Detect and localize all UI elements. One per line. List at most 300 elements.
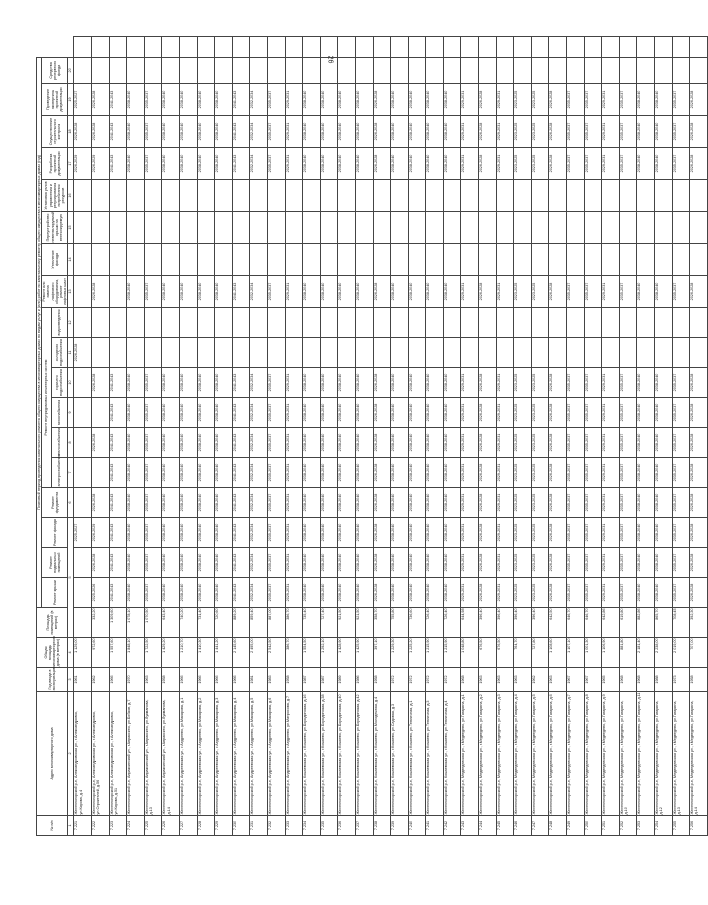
cell-period: 2038-2040 bbox=[320, 276, 338, 308]
cell-period: 2029-2031 bbox=[496, 148, 514, 180]
cell-n: 7.239 bbox=[391, 816, 409, 836]
cell-period: 2035-2037 bbox=[267, 488, 285, 518]
cell-period: 2035-2037 bbox=[672, 116, 690, 148]
cell-period: 2038-2040 bbox=[355, 368, 373, 398]
cell-period: 2029-2031 bbox=[602, 548, 620, 578]
cell-period: 2038-2040 bbox=[162, 84, 180, 116]
cell-a: Железногорский р-н, Апраксинский ул., г.Апраксино, ул.Лукманова, д.14 bbox=[162, 692, 180, 816]
cell-period bbox=[179, 244, 197, 276]
cell-period bbox=[74, 308, 92, 338]
cell-period bbox=[109, 308, 127, 338]
cell-n: 7.233 bbox=[285, 816, 303, 836]
cell-period: 2026-2028 bbox=[373, 518, 391, 548]
cell-period bbox=[602, 37, 620, 58]
cell-period: 2035-2037 bbox=[619, 368, 637, 398]
cell-period: 2038-2040 bbox=[127, 116, 145, 148]
cell-period bbox=[391, 37, 409, 58]
cell-period bbox=[320, 180, 338, 212]
cell-period bbox=[426, 244, 444, 276]
cell-period bbox=[285, 308, 303, 338]
cell-period bbox=[461, 244, 479, 276]
cell-period: 2035-2037 bbox=[567, 578, 585, 608]
cell-period bbox=[496, 308, 514, 338]
cell-n: 7.250 bbox=[584, 816, 602, 836]
cell-period: 2035-2037 bbox=[619, 428, 637, 458]
cell-period: 2026-2028 bbox=[549, 428, 567, 458]
cell-period: 2023-2025 bbox=[531, 148, 549, 180]
cell-n: 7.221 bbox=[74, 816, 92, 836]
cell-period: 2029-2031 bbox=[602, 398, 620, 428]
table-row bbox=[408, 37, 426, 836]
cell-period: 2038-2040 bbox=[637, 518, 655, 548]
cell-period bbox=[232, 180, 250, 212]
cell-period: 2038-2040 bbox=[215, 578, 233, 608]
cell-period: 2035-2037 bbox=[619, 488, 637, 518]
table-row bbox=[267, 37, 285, 836]
cell-period: 2041-2043 bbox=[109, 518, 127, 548]
cell-period bbox=[197, 338, 215, 368]
cell-period: 2038-2040 bbox=[655, 428, 673, 458]
cell-period: 2038-2040 bbox=[637, 488, 655, 518]
cell-period bbox=[144, 180, 162, 212]
cell-period: 2038-2040 bbox=[320, 84, 338, 116]
cell-period: 2038-2040 bbox=[179, 458, 197, 488]
cell-y: 1987 bbox=[303, 668, 321, 692]
header-elevator: Ремонт или замена лифтового оборудования, ремонт лифтовых шахт bbox=[42, 276, 68, 308]
cell-period: 2029-2031 bbox=[496, 116, 514, 148]
cell-period: 2032-2034 bbox=[250, 578, 268, 608]
cell-period bbox=[637, 212, 655, 244]
cell-y: 1989 bbox=[338, 668, 356, 692]
cell-l: 392,30 bbox=[690, 608, 708, 638]
cell-period: 2026-2028 bbox=[690, 518, 708, 548]
cell-period: 2035-2037 bbox=[567, 488, 585, 518]
cell-period bbox=[232, 57, 250, 83]
cell-period: 2038-2040 bbox=[127, 84, 145, 116]
table-row bbox=[320, 37, 338, 836]
cell-period: 2025-2027 bbox=[74, 518, 92, 548]
table-row bbox=[584, 37, 602, 836]
cell-period bbox=[74, 212, 92, 244]
cell-period: 2041-2043 bbox=[109, 578, 127, 608]
cell-period: 2035-2037 bbox=[672, 488, 690, 518]
cell-y: 1968 bbox=[637, 668, 655, 692]
cell-period bbox=[391, 212, 409, 244]
cell-period: 2038-2040 bbox=[303, 116, 321, 148]
cell-period bbox=[92, 37, 110, 58]
cell-period: 2029-2031 bbox=[285, 428, 303, 458]
rotated-page bbox=[36, 36, 699, 836]
cell-period: 2035-2037 bbox=[567, 518, 585, 548]
cell-period: 2038-2040 bbox=[338, 84, 356, 116]
cell-period: 2038-2040 bbox=[637, 458, 655, 488]
cell-y: 1972 bbox=[408, 668, 426, 692]
cell-period: 2038-2040 bbox=[179, 548, 197, 578]
cell-period: 2026-2028 bbox=[373, 428, 391, 458]
cell-period bbox=[338, 180, 356, 212]
cell-period bbox=[162, 244, 180, 276]
cell-period: 2035-2037 bbox=[267, 518, 285, 548]
cell-period: 2026-2028 bbox=[92, 84, 110, 116]
cell-period: 2038-2040 bbox=[162, 488, 180, 518]
page-number: 26 bbox=[326, 55, 334, 64]
cell-a: Железногорский р-н, Медведевская ул., г.Медведево, ул.Гагарина, д.12 bbox=[655, 692, 673, 816]
cell-period: 2038-2040 bbox=[426, 458, 444, 488]
cell-period: 2041-2043 bbox=[109, 428, 127, 458]
cell-period: 2038-2040 bbox=[408, 578, 426, 608]
cell-period: 2038-2040 bbox=[355, 116, 373, 148]
cell-period bbox=[655, 180, 673, 212]
header-roof: Ремонт крыши bbox=[42, 578, 68, 608]
cell-period: 2029-2031 bbox=[285, 488, 303, 518]
cell-period: 2026-2028 bbox=[74, 338, 92, 368]
cell-s: 1 001,30 bbox=[584, 638, 602, 668]
cell-period: 2038-2040 bbox=[655, 488, 673, 518]
cell-l: 386,70 bbox=[285, 608, 303, 638]
cell-period: 2035-2037 bbox=[567, 458, 585, 488]
cell-period: 2032-2034 bbox=[250, 148, 268, 180]
cell-a: Железногорский р-н, Медведевская ул., г.Медведево, ул.Гагарина, д.3 bbox=[496, 692, 514, 816]
cell-period: 2035-2037 bbox=[567, 398, 585, 428]
cell-period: 2035-2037 bbox=[267, 276, 285, 308]
cell-period bbox=[320, 244, 338, 276]
cell-period: 2038-2040 bbox=[127, 428, 145, 458]
cell-l: 726,40 bbox=[426, 608, 444, 638]
cell-n: 7.243 bbox=[461, 816, 479, 836]
column-number: 12 bbox=[68, 308, 74, 338]
cell-period bbox=[602, 180, 620, 212]
cell-period: 2038-2040 bbox=[408, 488, 426, 518]
cell-period: 2038-2040 bbox=[426, 368, 444, 398]
header-living-area: Площадь помещений (в метрах) bbox=[37, 608, 68, 638]
cell-period bbox=[567, 180, 585, 212]
cell-period: 2038-2040 bbox=[162, 148, 180, 180]
cell-period bbox=[690, 308, 708, 338]
cell-s: 1 429,20 bbox=[162, 638, 180, 668]
cell-period: 2029-2031 bbox=[496, 518, 514, 548]
column-number: 6 bbox=[68, 488, 74, 518]
cell-period: 2038-2040 bbox=[426, 84, 444, 116]
cell-period: 2032-2034 bbox=[250, 548, 268, 578]
cell-period bbox=[602, 212, 620, 244]
cell-period: 2029-2031 bbox=[285, 276, 303, 308]
cell-period: 2026-2028 bbox=[373, 148, 391, 180]
cell-period bbox=[232, 338, 250, 368]
cell-s: 1 425,90 bbox=[355, 638, 373, 668]
cell-period bbox=[514, 244, 532, 276]
cell-period: 2038-2040 bbox=[162, 116, 180, 148]
cell-period bbox=[672, 180, 690, 212]
cell-period: 2038-2040 bbox=[197, 84, 215, 116]
cell-period bbox=[619, 180, 637, 212]
cell-period: 2029-2031 bbox=[602, 368, 620, 398]
cell-period: 2026-2028 bbox=[92, 116, 110, 148]
cell-period bbox=[92, 308, 110, 338]
cell-n: 7.230 bbox=[232, 816, 250, 836]
cell-period bbox=[197, 180, 215, 212]
cell-period: 2038-2040 bbox=[162, 398, 180, 428]
cell-period: 2041-2043 bbox=[109, 488, 127, 518]
cell-period: 2038-2040 bbox=[408, 398, 426, 428]
cell-period: 2029-2031 bbox=[461, 368, 479, 398]
cell-period bbox=[285, 212, 303, 244]
cell-period bbox=[690, 244, 708, 276]
cell-period: 2029-2031 bbox=[602, 148, 620, 180]
cell-a: Железногорский р-н, Медведевская ул., г.Медведево, ул.Гагарина, д.10 bbox=[619, 692, 637, 816]
cell-period bbox=[92, 244, 110, 276]
cell-period: 2038-2040 bbox=[179, 148, 197, 180]
cell-period: 2026-2028 bbox=[74, 116, 92, 148]
cell-period: 2038-2040 bbox=[637, 368, 655, 398]
cell-period bbox=[338, 212, 356, 244]
cell-period: 2038-2040 bbox=[320, 398, 338, 428]
cell-period bbox=[672, 244, 690, 276]
table-row bbox=[426, 37, 444, 836]
cell-l: 921,50 bbox=[338, 608, 356, 638]
table-row bbox=[373, 37, 391, 836]
cell-period bbox=[320, 338, 338, 368]
cell-l: 708,45 bbox=[672, 608, 690, 638]
cell-period: 2035-2037 bbox=[567, 84, 585, 116]
cell-period: 2038-2040 bbox=[391, 428, 409, 458]
cell-period bbox=[426, 308, 444, 338]
cell-period: 2029-2031 bbox=[461, 398, 479, 428]
cell-period: 2038-2040 bbox=[127, 578, 145, 608]
column-number: 7 bbox=[68, 458, 74, 488]
cell-period bbox=[267, 180, 285, 212]
cell-a: Железногорский р-н, Медведевская ул., г.Медведево, ул.Гагарина, д.4 bbox=[514, 692, 532, 816]
cell-period bbox=[549, 212, 567, 244]
cell-s: 386,70 bbox=[285, 638, 303, 668]
cell-s: 1 722,50 bbox=[144, 638, 162, 668]
cell-period: 2035-2037 bbox=[267, 398, 285, 428]
cell-period: 2038-2040 bbox=[303, 84, 321, 116]
cell-l: 720,60 bbox=[215, 608, 233, 638]
cell-period: 2038-2040 bbox=[408, 84, 426, 116]
cell-period: 2038-2040 bbox=[197, 148, 215, 180]
table-row bbox=[338, 37, 356, 836]
cell-period bbox=[144, 37, 162, 58]
cell-period bbox=[338, 37, 356, 58]
cell-period bbox=[637, 180, 655, 212]
cell-period: 2038-2040 bbox=[303, 148, 321, 180]
cell-period bbox=[215, 180, 233, 212]
cell-period bbox=[672, 308, 690, 338]
cell-period: 2038-2040 bbox=[320, 368, 338, 398]
cell-period bbox=[690, 212, 708, 244]
cell-period bbox=[285, 180, 303, 212]
cell-period: 2035-2037 bbox=[619, 116, 637, 148]
cell-period: 2026-2028 bbox=[549, 368, 567, 398]
column-number: 1 bbox=[68, 816, 74, 836]
cell-period: 2029-2031 bbox=[461, 488, 479, 518]
cell-period: 2029-2031 bbox=[461, 518, 479, 548]
cell-l bbox=[74, 608, 92, 638]
cell-period: 2038-2040 bbox=[179, 398, 197, 428]
cell-period: 2038-2040 bbox=[320, 488, 338, 518]
cell-period bbox=[408, 338, 426, 368]
cell-n: 7.244 bbox=[479, 816, 497, 836]
cell-n: 7.249 bbox=[567, 816, 585, 836]
cell-period bbox=[373, 244, 391, 276]
cell-period: 2035-2037 bbox=[144, 488, 162, 518]
cell-period bbox=[408, 37, 426, 58]
cell-period bbox=[144, 212, 162, 244]
cell-period bbox=[584, 180, 602, 212]
cell-period: 2035-2037 bbox=[144, 398, 162, 428]
cell-period bbox=[373, 308, 391, 338]
table-body bbox=[68, 37, 707, 836]
cell-period bbox=[531, 212, 549, 244]
cell-period bbox=[672, 338, 690, 368]
cell-period bbox=[250, 212, 268, 244]
cell-period: 2038-2040 bbox=[443, 458, 461, 488]
cell-period bbox=[162, 308, 180, 338]
cell-n: 7.232 bbox=[267, 816, 285, 836]
cell-a: Железногорский р-н, Кожаевская ул., г.Кожаево, ул.Бородинская, д.42 bbox=[355, 692, 373, 816]
cell-period bbox=[479, 308, 497, 338]
cell-l: 921,50 bbox=[355, 608, 373, 638]
cell-period: 2038-2040 bbox=[303, 518, 321, 548]
table-row bbox=[391, 37, 409, 836]
header-sewer: водоотведения bbox=[51, 308, 68, 338]
table-row bbox=[655, 37, 673, 836]
cell-period bbox=[338, 338, 356, 368]
cell-a: Железногорский р-н, Медведевская ул., г.Медведево, ул.Гагарина, д.7 bbox=[567, 692, 585, 816]
cell-period: 2038-2040 bbox=[215, 428, 233, 458]
cell-period bbox=[338, 308, 356, 338]
cell-period bbox=[514, 338, 532, 368]
cell-a: Железногорский р-н, Медведевская ул., г.Медведево, ул.Гагарина, д.14 bbox=[690, 692, 708, 816]
cell-period bbox=[355, 338, 373, 368]
cell-period: 2023-2025 bbox=[531, 578, 549, 608]
cell-period bbox=[461, 37, 479, 58]
cell-y: 1966 bbox=[215, 668, 233, 692]
cell-period: 2026-2028 bbox=[479, 578, 497, 608]
cell-period: 2038-2040 bbox=[162, 518, 180, 548]
cell-a: Железногорский р-н, Медведевская ул., г.Медведево, ул.Гагарина, д.2 bbox=[479, 692, 497, 816]
cell-period: 2038-2040 bbox=[197, 458, 215, 488]
cell-period bbox=[531, 338, 549, 368]
cell-period bbox=[179, 37, 197, 58]
table-row bbox=[479, 37, 497, 836]
cell-l: 646,70 bbox=[584, 608, 602, 638]
cell-period: 2038-2040 bbox=[215, 488, 233, 518]
cell-period: 2032-2034 bbox=[250, 458, 268, 488]
cell-period: 2026-2028 bbox=[92, 548, 110, 578]
cell-period bbox=[549, 180, 567, 212]
cell-period bbox=[215, 37, 233, 58]
cell-period bbox=[127, 180, 145, 212]
cell-y: 1967 bbox=[584, 668, 602, 692]
cell-period: 2035-2037 bbox=[144, 276, 162, 308]
cell-period: 2038-2040 bbox=[338, 578, 356, 608]
cell-period: 2035-2037 bbox=[267, 368, 285, 398]
cell-y: 1970 bbox=[127, 668, 145, 692]
cell-n: 7.253 bbox=[637, 816, 655, 836]
cell-period: 2035-2037 bbox=[672, 84, 690, 116]
cell-period: 2035-2037 bbox=[672, 578, 690, 608]
cell-y: 1963 bbox=[549, 668, 567, 692]
column-number: 3 bbox=[68, 668, 74, 692]
cell-period: 2038-2040 bbox=[303, 276, 321, 308]
cell-period bbox=[162, 57, 180, 83]
cell-period: 2026-2028 bbox=[479, 398, 497, 428]
cell-period: 2026-2028 bbox=[92, 488, 110, 518]
cell-period bbox=[391, 244, 409, 276]
cell-l: 859,40 bbox=[250, 608, 268, 638]
cell-period: 2038-2040 bbox=[655, 458, 673, 488]
cell-period bbox=[637, 308, 655, 338]
cell-period: 2038-2040 bbox=[320, 148, 338, 180]
cell-period: 2035-2037 bbox=[567, 428, 585, 458]
cell-period bbox=[92, 398, 110, 428]
cell-period bbox=[267, 244, 285, 276]
cell-period bbox=[215, 308, 233, 338]
cell-period bbox=[426, 212, 444, 244]
cell-period: 2038-2040 bbox=[355, 276, 373, 308]
cell-period: 2038-2040 bbox=[355, 578, 373, 608]
cell-period: 2038-2040 bbox=[391, 398, 409, 428]
cell-period: 2038-2040 bbox=[179, 488, 197, 518]
cell-l: 642,50 bbox=[549, 608, 567, 638]
cell-period: 2035-2037 bbox=[619, 548, 637, 578]
cell-l: 1 070,50 bbox=[144, 608, 162, 638]
cell-period: 2038-2040 bbox=[637, 84, 655, 116]
cell-n: 7.224 bbox=[127, 816, 145, 836]
cell-period: 2026-2028 bbox=[92, 276, 110, 308]
cell-period: 2041-2043 bbox=[232, 84, 250, 116]
cell-period: 2026-2028 bbox=[549, 578, 567, 608]
cell-period: 2038-2040 bbox=[408, 116, 426, 148]
cell-s: 1 292,10 bbox=[320, 638, 338, 668]
cell-period bbox=[250, 57, 268, 83]
cell-period bbox=[549, 308, 567, 338]
cell-l: 396,40 bbox=[479, 608, 497, 638]
cell-l: 736,60 bbox=[408, 608, 426, 638]
column-number: 8 bbox=[68, 428, 74, 458]
cell-period: 2032-2034 bbox=[250, 276, 268, 308]
cell-period: 2029-2031 bbox=[496, 398, 514, 428]
cell-period: 2038-2040 bbox=[162, 368, 180, 398]
cell-period: 2029-2031 bbox=[461, 116, 479, 148]
cell-period: 2038-2040 bbox=[215, 368, 233, 398]
cell-period bbox=[690, 37, 708, 58]
header-year: Год ввода в эксплуатацию bbox=[37, 668, 68, 692]
cell-period: 2038-2040 bbox=[320, 458, 338, 488]
cell-a: Железногорский р-н, Александровская ул., г.Александровск, ул.Кирова, д.51 bbox=[109, 692, 127, 816]
cell-period: 2038-2040 bbox=[355, 518, 373, 548]
cell-period bbox=[144, 308, 162, 338]
cell-a: Железногорский р-н, Александровская ул., г.Александровск, ул.Строителей, д.56 bbox=[92, 692, 110, 816]
cell-period bbox=[355, 57, 373, 83]
cell-period: 2038-2040 bbox=[162, 578, 180, 608]
cell-period: 2026-2028 bbox=[690, 368, 708, 398]
table-row bbox=[619, 37, 637, 836]
cell-period bbox=[461, 308, 479, 338]
cell-period bbox=[74, 368, 92, 398]
cell-period: 2023-2025 bbox=[531, 116, 549, 148]
cell-period: 2038-2040 bbox=[197, 398, 215, 428]
cell-s: 764,70 bbox=[514, 638, 532, 668]
cell-y: 1958 bbox=[690, 668, 708, 692]
cell-period: 2023-2025 bbox=[531, 368, 549, 398]
cell-period bbox=[320, 37, 338, 58]
cell-a: Железногорский р-н, Кожаевская ул., г.Кожаево, ул.Молодежная, д.4 bbox=[373, 692, 391, 816]
table-row bbox=[443, 37, 461, 836]
cell-s: 397,10 bbox=[373, 638, 391, 668]
cell-period: 2041-2043 bbox=[109, 116, 127, 148]
